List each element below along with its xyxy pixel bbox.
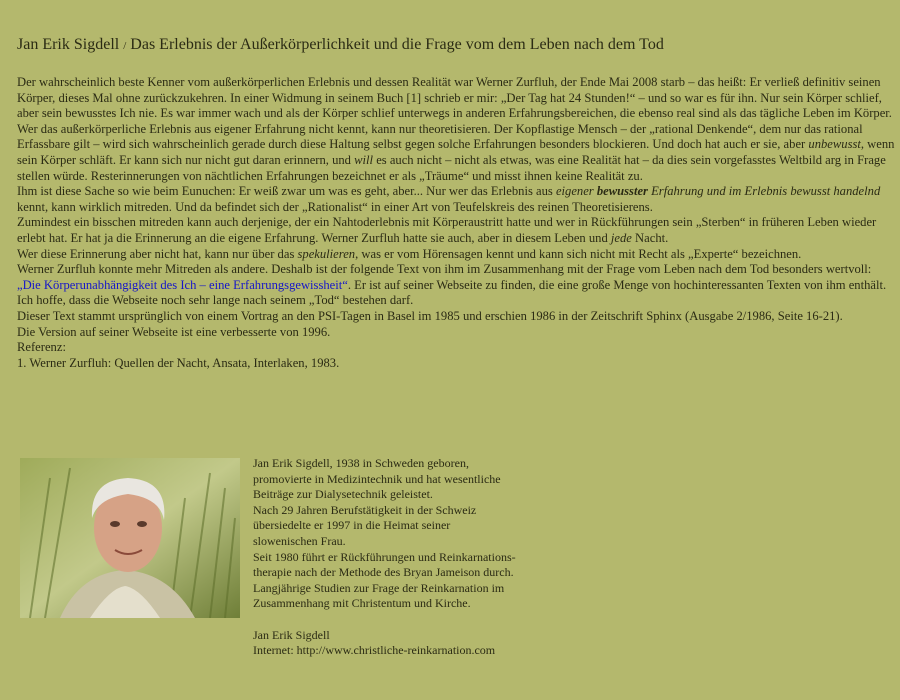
bio-line: Jan Erik Sigdell, 1938 in Schweden geboren, xyxy=(253,456,469,470)
bio-line: therapie nach der Methode des Bryan Jameison durch. xyxy=(253,565,514,580)
bio-line: Zusammenhang mit Christentum und Kirche. xyxy=(253,596,471,611)
text-span: eigener xyxy=(555,184,597,199)
bio-line: Beiträge zur Dialysetechnik geleistet. xyxy=(253,487,433,502)
bio-line: übersiedelte er 1997 in die Heimat seiner xyxy=(253,518,451,533)
paragraph-2 xyxy=(17,122,897,184)
emphasis-text: spekulieren xyxy=(297,246,356,261)
portrait-photo-icon xyxy=(20,458,240,618)
signature-website: Internet: http://www.christliche-reinkarnation.com xyxy=(253,643,496,658)
bio-line: slowenischen Frau. xyxy=(253,533,346,548)
text-span: . Er ist auf seiner Webseite zu finden, die eine große Menge von hochinteressanten Texten von ihm enthält. Ich hoffe, dass die Webseite noch sehr lange nach seinem „Tod“ bestehen darf. xyxy=(17,277,887,308)
text-span: , wenn sein Körper schläft. Er kann sich nur nicht gut daran erinnern, und xyxy=(17,137,895,167)
signature-name: Jan Erik Sigdell xyxy=(253,627,330,642)
text-span: es auch nicht – nicht als etwas, was eine Realität hat – da dies sein vorgefasstes Weltbild arg in Frage stellen würde. Resterinnerungen von nächtlichen Erfahrungen bezeichnet er als „Träume“ und misst ihnen keine Realität zu. xyxy=(17,152,886,183)
paragraph-5 xyxy=(17,247,897,263)
reference-item: 1. Werner Zurfluh: Quellen der Nacht, Ansata, Interlaken, 1983. xyxy=(17,355,340,370)
paragraph-3 xyxy=(17,184,897,215)
text-span: Werner Zurfluh konnte mehr Mitreden als andere. Deshalb ist der folgende Text von ihm im Zusammenhang mit der Frage vom Leben nach dem Tod besonders wertvoll: xyxy=(17,262,872,277)
title-author: Jan Erik Sigdell xyxy=(17,36,120,53)
bio-line: Nach 29 Jahren Berufstätigkeit in der Schweiz xyxy=(253,502,477,517)
bio-line: Seit 1980 führt er Rückführungen und Reinkarnations- xyxy=(253,549,516,564)
spacer xyxy=(253,612,573,628)
text-span: Wer diese Erinnerung aber nicht hat, kann nur über das xyxy=(17,246,298,261)
text-span: kennt, kann wirklich mitreden. Und da befindet sich der „Rationalist“ in einer Art von Teufelskreis des reinen Theoretisierens. xyxy=(17,199,653,214)
paragraph-6 xyxy=(17,262,897,309)
paragraph-1: Der wahrscheinlich beste Kenner vom außerkörperlichen Erlebnis und dessen Realität war Werner Zurfluh, der Ende Mai 2008 starb – das heißt: Er verließ definitiv seinen Körper, dieses Mal ohne zurückzukehren. In einer Widmung in seinem Buch [1] schrieb er mir: „Der Tag hat 24 Stunden!“ – und so war es für ihn. Nur sein Körper schlief, aber sein bewusstes Ich nie. Es war immer wach und als der Körper schlief unterwegs in anderen Erfahrungsbereichen, die ebenso real sind als das tägliche Leben im Körper. xyxy=(17,75,892,121)
text-span: Wer das außerkörperliche Erlebnis aus eigener Erfahrung nicht kennt, kann nur theoretisieren. Der Kopflastige Mensch – der „rational Denkende“, dem nur das rational Erfassbare gilt – wird sich wahrscheinlich gerade durch diese Haltung selbst gegen solche Erfahrungen besonders blockieren. Und doch hat auch er sie, aber xyxy=(17,121,863,152)
strong-text: bewusster xyxy=(596,184,648,199)
author-bio xyxy=(253,456,573,659)
author-photo xyxy=(20,458,240,618)
text-span: Nacht. xyxy=(631,230,669,245)
title-separator: / xyxy=(123,40,127,52)
reference-heading: Referenz: xyxy=(17,340,66,355)
text-span: , was er vom Hörensagen kennt und kann sich nicht mit Recht als „Experte“ bezeichnen. xyxy=(355,246,802,261)
bio-line: promovierte in Medizintechnik und hat wesentliche xyxy=(253,471,501,486)
text-span: Zumindest ein bisschen mitreden kann auch derjenige, der ein Nahtoderlebnis mit Körperaustritt hatte und wer in Rückführungen sein „Sterben“ in früheren Leben wieder erlebt hat. Er hat ja die Erinnerung an die eigene Erfahrung. Werner Zurfluh hatte sie auch, aber in diesem Leben und xyxy=(17,215,877,245)
title-subject: Das Erlebnis der Außerkörperlichkeit und die Frage vom dem Leben nach dem Tod xyxy=(130,36,664,53)
text-span: Ihm ist diese Sache so wie beim Eunuchen: Er weiß zwar um was es geht, aber... Nur wer das Erlebnis aus xyxy=(17,184,556,199)
paragraph-4 xyxy=(17,215,897,246)
emphasis-text: will xyxy=(354,152,374,167)
text-span: Erfahrung und im Erlebnis bewusst handelnd xyxy=(647,184,881,199)
page-title xyxy=(17,35,887,56)
paragraph-7: Dieser Text stammt ursprünglich von einem Vortrag an den PSI-Tagen in Basel im 1985 und erschien 1986 in der Zeitschrift Sphinx (Ausgabe 2/1986, Seite 16-21). xyxy=(17,308,843,323)
emphasis-text: unbewusst xyxy=(808,137,861,152)
emphasis-text: jede xyxy=(610,230,632,245)
emphasis-text xyxy=(556,184,880,198)
article-body xyxy=(17,75,897,371)
zurfluh-text-link[interactable]: „Die Körperunabhängigkeit des Ich – eine Erfahrungsgewissheit“ xyxy=(17,277,348,292)
bio-line: Langjährige Studien zur Frage der Reinkarnation im xyxy=(253,580,505,595)
paragraph-8: Die Version auf seiner Webseite ist eine verbesserte von 1996. xyxy=(17,324,331,339)
